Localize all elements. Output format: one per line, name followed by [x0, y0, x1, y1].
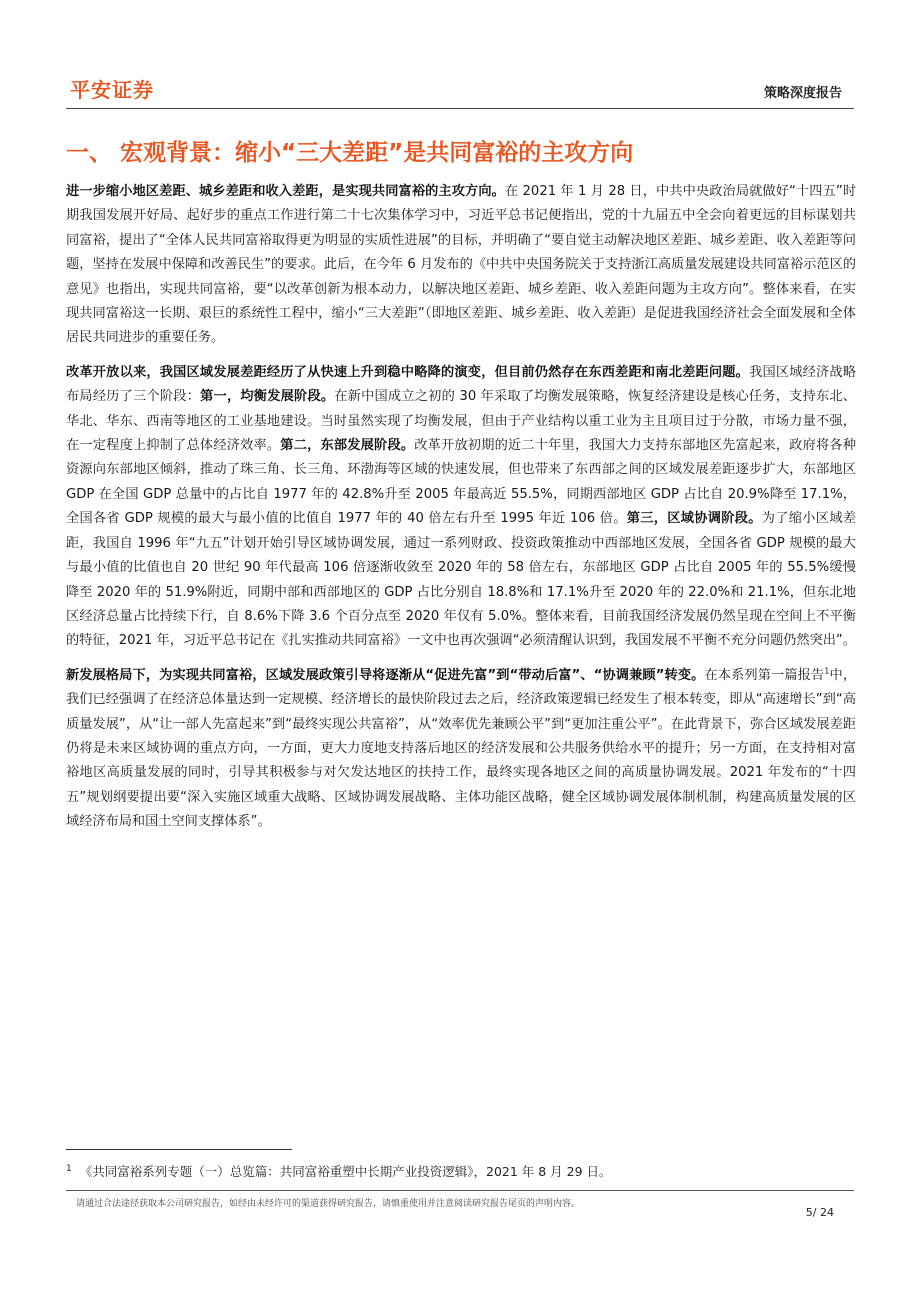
footer-disclaimer: 请通过合法途径获取本公司研究报告，如经由未经许可的渠道获得研究报告，请慎重使用并注意阅读研究报告尾页的声明内容。: [76, 1199, 581, 1209]
bold-text: 进一步缩小地区差距、城乡差距和收入差距，是实现共同富裕的主攻方向。: [66, 184, 505, 199]
bold-text: 第二，东部发展阶段。: [280, 438, 415, 454]
page-number: 5/ 24: [805, 1206, 834, 1219]
section-title: 一、 宏观背景：缩小“三大差距”是共同富裕的主攻方向: [66, 140, 634, 166]
bold-text: 第三，区域协调阶段。: [626, 511, 762, 527]
report-type-label: 策略深度报告: [763, 86, 842, 101]
footnote-mark: 1: [66, 1163, 72, 1174]
footnote-text: 《共同富裕系列专题（一）总览篇：共同富裕重塑中长期产业投资逻辑》，2021 年 8 月 29 日。: [79, 1164, 612, 1179]
header-divider: [66, 108, 854, 109]
text-run: 为了缩小区域差距，我国自 1996 年“九五”计划开始引导区域协调发展，通过一系列财政、投资政策推动中西部地区发展，全国各省 GDP 规模的最大与最小值的比值也自 20 世纪 90 年代最高 106 倍逐渐收敛至 2020 年的 58 倍左右，东部地区 GDP 占比自 2005 年的 55.5%缓慢降至 2020 年的 51.9%附近，同期中部和西部地区的 GDP 占比分别自 18.8%和 17.1%升至 2020 年的 22.0%和 21.1%，但东北地区经济总量占比持续下行，自 8.6%下降 3.6 个百分点至 2020 年仅有 5.0%。整体来看，目前我国经济发展仍然呈现在空间上不平衡的特征，2021 年，习近平总书记在《扎实推动共同富裕》一文中也再次强调“必须清醒认识到，我国发展不平衡不充分问题仍然突出”。: [66, 511, 857, 649]
bold-text: 第一，均衡发展阶段。: [200, 389, 335, 405]
text-run: 中，我们已经强调了在经济总体量达到一定规模、经济增长的最快阶段过去之后，经济政策逻辑已经发生了根本转变，即从“高速增长”到“高质量发展”，从“让一部人先富起来”到“最终实现公共富裕”，从“效率优先兼顾公平”到“更加注重公平”。在此背景下，弥合区域发展差距仍将是未来区域协调的重点方向，一方面，更大力度地支持落后地区的经济发展和公共服务供给水平的提升；另一方面，在支持相对富裕地区高质量发展的同时，引导其积极参与对欠发达地区的扶持工作，最终实现各地区之间的高质量协调发展。2021 年发布的“十四五”规划纲要提出要“深入实施区域重大战略、区域协调发展战略、主体功能区战略，健全区域协调发展体制机制，构建高质量发展的区域经济布局和国土空间支撑体系”。: [66, 667, 857, 830]
footer-divider: [66, 1190, 854, 1191]
text-run: 在 2021 年 1 月 28 日，中共中央政治局就做好“十四五”时期我国发展开好局、起好步的重点工作进行第二十七次集体学习中，习近平总书记便指出，党的十九届五中全会向着更远的目标谋划共同富裕，提出了“全体人民共同富裕取得更为明显的实质性进展”的目标，并明确了“要自觉主动解决地区差距、城乡差距、收入差距等问题，坚持在发展中保障和改善民生”的要求。此后，在今年 6 月发布的《中共中央国务院关于支持浙江高质量发展建设共同富裕示范区的意见》也指出，实现共同富裕，要“以改革创新为根本动力，以解决地区差距、城乡差距、收入差距问题为主攻方向”。整体来看，在实现共同富裕这一长期、艰巨的系统性工程中，缩小“三大差距”（即地区差距、城乡差距、收入差距）是促进我国经济社会全面发展和全体居民共同进步的重要任务。: [66, 184, 857, 346]
company-logo: 平安证券: [70, 78, 154, 102]
text-run: 改革开放初期的近二十年里，我国大力支持东部地区先富起来，政府将各种资源向东部地区倾斜，推动了珠三角、长三角、环渤海等区域的快速发展，但也带来了东西部之间的区域发展差距逐步扩大，东部地区 GDP 在全国 GDP 总量中的占比自 1977 年的 42.8%升至 2005 年最高近 55.5%，同期西部地区 GDP 占比自 20.9%降至 17.1%，全国各省 GDP 规模的最大与最小值的比值自 1977 年的 40 倍左右升至 1995 年近 106 倍。: [66, 438, 857, 527]
text-run: 我国区域经济战略布局经历了三个阶段：: [66, 364, 857, 405]
paragraph: [66, 361, 856, 654]
paragraph: [66, 180, 856, 351]
bold-text: 新发展格局下，为实现共同富裕，区域发展政策引导将逐渐从“促进先富”到“带动后富”、“协调兼顾”转变。: [66, 667, 705, 683]
text-run: 在本系列第一篇报告: [704, 667, 825, 683]
text-run: 在新中国成立之初的 30 年采取了均衡发展策略，恢复经济建设是核心任务，支持东北、华北、华东、西南等地区的工业基地建设。当时虽然实现了均衡发展，但由于产业结构以重工业为主且项目过于分散，市场力量不强，在一定程度上抑制了总体经济效率。: [66, 389, 856, 454]
footnote-reference: 1: [824, 666, 830, 676]
paragraph: [66, 664, 856, 835]
footnote: [66, 1162, 612, 1180]
footnote-divider: [66, 1149, 292, 1150]
bold-text: 改革开放以来，我国区域发展差距经历了从快速上升到稳中略降的演变，但目前仍然存在东西差距和南北差距问题。: [66, 364, 750, 380]
body-text: [66, 180, 856, 845]
